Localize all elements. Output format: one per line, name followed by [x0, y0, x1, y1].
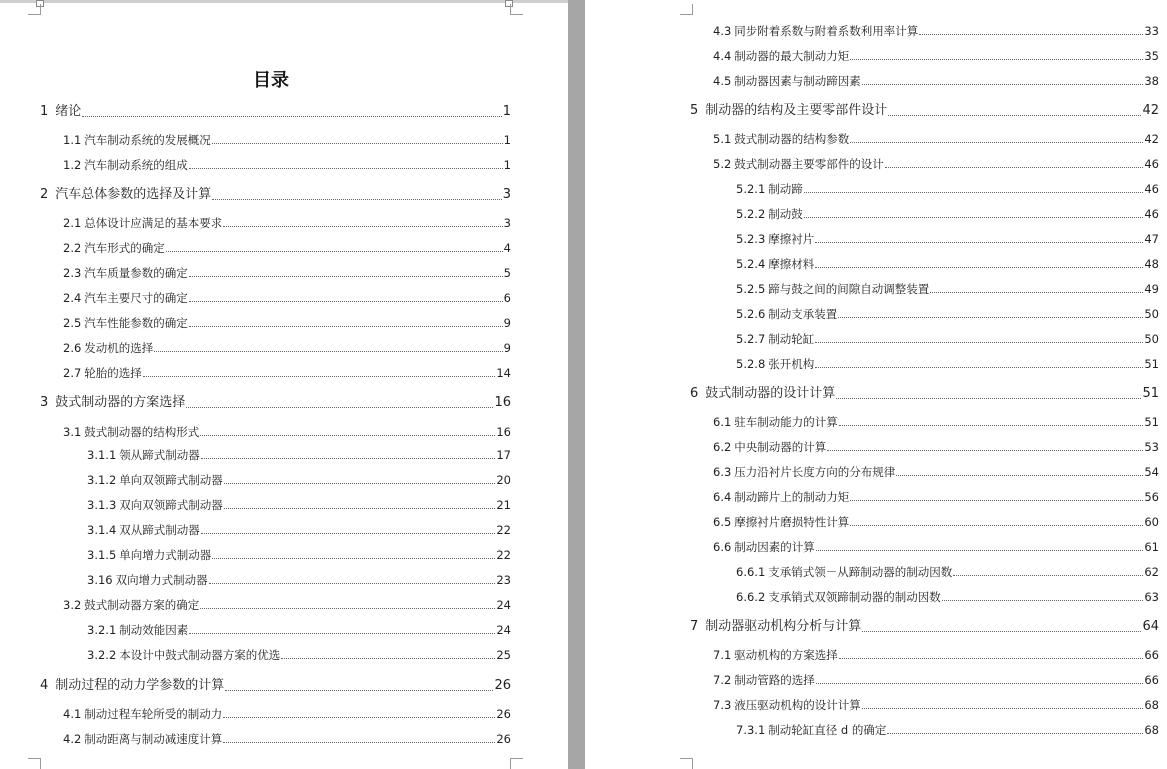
- toc-entry-page-number: 35: [1144, 49, 1159, 63]
- toc-entry[interactable]: [713, 74, 1159, 88]
- toc-dot-leader: [224, 482, 496, 484]
- toc-entry-page-number: 23: [496, 573, 511, 587]
- toc-entry[interactable]: [736, 565, 1159, 579]
- toc-entry-page-number: 56: [1144, 490, 1159, 504]
- toc-dot-leader: [896, 474, 1143, 476]
- toc-entry[interactable]: [40, 187, 511, 203]
- toc-dot-leader: [850, 141, 1143, 143]
- toc-entry-number: 6.5: [713, 515, 732, 529]
- toc-entry-page-number: 21: [496, 498, 511, 512]
- toc-entry-number: 2.4: [63, 291, 82, 305]
- toc-entry-number: 2.3: [63, 266, 82, 280]
- toc-entry[interactable]: [736, 207, 1159, 221]
- toc-entry[interactable]: [690, 386, 1159, 402]
- toc-entry[interactable]: [87, 573, 511, 587]
- toc-dot-leader: [815, 341, 1143, 343]
- toc-entry-page-number: 26: [496, 707, 511, 721]
- toc-entry-title: 绪论: [55, 104, 82, 119]
- toc-entry[interactable]: [736, 723, 1159, 737]
- toc-entry-page-number: 17: [496, 448, 511, 462]
- toc-entry-page-number: 49: [1144, 282, 1159, 296]
- toc-dot-leader: [953, 574, 1143, 576]
- toc-entry[interactable]: [713, 698, 1159, 712]
- toc-entry-page-number: 42: [1142, 103, 1159, 118]
- toc-dot-leader: [166, 250, 503, 252]
- toc-dot-leader: [815, 266, 1143, 268]
- toc-entry[interactable]: [713, 440, 1159, 454]
- toc-entry-title: 双从蹄式制动器: [119, 523, 200, 537]
- toc-entry-number: 6.6.2: [736, 590, 766, 604]
- toc-entry-number: 7.3: [713, 698, 732, 712]
- toc-entry-title: 制动距离与制动减速度计算: [84, 732, 223, 746]
- toc-dot-leader: [212, 198, 501, 200]
- toc-entry-number: 6.6: [713, 540, 732, 554]
- toc-entry-number: 4: [40, 678, 49, 693]
- toc-entry-number: 3.2.1: [87, 623, 117, 637]
- toc-entry-number: 7.3.1: [736, 723, 766, 737]
- toc-entry[interactable]: [63, 216, 511, 230]
- toc-entry-number: 5.2.5: [736, 282, 766, 296]
- toc-entry-number: 7: [690, 619, 699, 634]
- toc-dot-leader: [224, 507, 496, 509]
- toc-entry-page-number: 5: [503, 266, 511, 280]
- toc-entry[interactable]: [736, 257, 1159, 271]
- toc-entry-number: 7.1: [713, 648, 732, 662]
- toc-entry-number: 1.2: [63, 158, 82, 172]
- toc-entry[interactable]: [63, 732, 511, 746]
- toc-entry-title: 制动器因素与制动蹄因素: [734, 74, 861, 88]
- toc-entry-number: 3.1.1: [87, 448, 117, 462]
- toc-entry-title: 同步附着系数与附着系数利用率计算: [734, 24, 919, 38]
- toc-entry-page-number: 1: [503, 133, 511, 147]
- toc-entry[interactable]: [713, 465, 1159, 479]
- toc-entry-title: 制动过程车轮所受的制动力: [84, 707, 223, 721]
- crop-mark: [28, 4, 41, 15]
- toc-dot-leader: [212, 557, 495, 559]
- toc-entry[interactable]: [63, 341, 511, 355]
- toc-entry-title: 鼓式制动器的方案选择: [55, 395, 186, 410]
- toc-entry-title: 发动机的选择: [84, 341, 154, 355]
- toc-entry[interactable]: [87, 548, 511, 562]
- toc-entry[interactable]: [713, 132, 1159, 146]
- toc-entry-title: 鼓式制动器的结构参数: [734, 132, 850, 146]
- toc-dot-leader: [223, 225, 502, 227]
- crop-mark: [510, 4, 523, 15]
- toc-entry[interactable]: [713, 540, 1159, 554]
- toc-dot-leader: [200, 607, 495, 609]
- toc-entry-number: 4.2: [63, 732, 82, 746]
- toc-entry-page-number: 46: [1144, 157, 1159, 171]
- toc-entry-page-number: 42: [1144, 132, 1159, 146]
- toc-dot-leader: [887, 732, 1143, 734]
- toc-entry-title: 液压驱动机构的设计计算: [734, 698, 861, 712]
- toc-entry-number: 2.1: [63, 216, 82, 230]
- toc-dot-leader: [836, 397, 1141, 399]
- toc-entry-page-number: 1: [502, 104, 511, 119]
- toc-entry[interactable]: [690, 103, 1159, 119]
- document-page-left: [0, 0, 568, 769]
- toc-entry-title: 双向双领蹄式制动器: [119, 498, 223, 512]
- toc-entry[interactable]: [713, 415, 1159, 429]
- toc-entry-title: 单向增力式制动器: [119, 548, 212, 562]
- toc-entry-title: 轮胎的选择: [84, 366, 142, 380]
- toc-entry-page-number: 48: [1144, 257, 1159, 271]
- toc-entry[interactable]: [63, 598, 511, 612]
- toc-entry-number: 6.4: [713, 490, 732, 504]
- toc-entry-number: 5.2.1: [736, 182, 766, 196]
- toc-entry-number: 6.2: [713, 440, 732, 454]
- toc-dot-leader: [816, 682, 1144, 684]
- toc-entry-number: 3.16: [87, 573, 113, 587]
- toc-dot-leader: [189, 167, 503, 169]
- crop-mark: [680, 758, 693, 769]
- toc-dot-leader: [827, 449, 1143, 451]
- toc-dot-leader: [200, 434, 495, 436]
- toc-entry[interactable]: [713, 515, 1159, 529]
- toc-entry-title: 驱动机构的方案选择: [734, 648, 838, 662]
- toc-entry[interactable]: [87, 498, 511, 512]
- toc-entry[interactable]: [87, 623, 511, 637]
- toc-entry-page-number: 26: [496, 732, 511, 746]
- toc-dot-leader: [223, 741, 495, 743]
- toc-entry-title: 汽车主要尺寸的确定: [84, 291, 188, 305]
- toc-dot-leader: [850, 58, 1143, 60]
- toc-entry[interactable]: [713, 490, 1159, 504]
- toc-entry-page-number: 53: [1144, 440, 1159, 454]
- toc-entry-title: 领从蹄式制动器: [119, 448, 200, 462]
- toc-entry-title: 制动轮缸直径 d 的确定: [768, 723, 887, 737]
- toc-entry-title: 鼓式制动器的结构形式: [84, 425, 200, 439]
- toc-entry-page-number: 68: [1144, 723, 1159, 737]
- toc-entry-page-number: 54: [1144, 465, 1159, 479]
- toc-entry-title: 鼓式制动器的设计计算: [705, 386, 836, 401]
- toc-entry-title: 总体设计应满足的基本要求: [84, 216, 223, 230]
- document-page-right: [585, 0, 1167, 769]
- toc-entry[interactable]: [736, 357, 1159, 371]
- toc-entry-number: 1: [40, 104, 49, 119]
- toc-entry-page-number: 50: [1144, 307, 1159, 321]
- toc-dot-leader: [209, 582, 496, 584]
- toc-entry-page-number: 51: [1144, 357, 1159, 371]
- toc-entry[interactable]: [736, 332, 1159, 346]
- toc-entry-title: 单向双领蹄式制动器: [119, 473, 223, 487]
- toc-entry-page-number: 62: [1144, 565, 1159, 579]
- toc-entry[interactable]: [63, 707, 511, 721]
- toc-entry-title: 汽车制动系统的发展概况: [84, 133, 211, 147]
- toc-entry-title: 制动过程的动力学参数的计算: [55, 678, 225, 693]
- toc-entry[interactable]: [736, 282, 1159, 296]
- toc-entry-number: 3.1.5: [87, 548, 117, 562]
- toc-title: 目录: [253, 70, 289, 91]
- toc-entry-page-number: 22: [496, 523, 511, 537]
- toc-entry[interactable]: [63, 266, 511, 280]
- toc-entry[interactable]: [713, 49, 1159, 63]
- toc-entry-number: 5.2.2: [736, 207, 766, 221]
- toc-entry-page-number: 3: [502, 187, 511, 202]
- crop-mark: [28, 758, 41, 769]
- toc-entry-title: 摩擦衬片磨损特性计算: [734, 515, 850, 529]
- toc-entry-title: 制动器的结构及主要零部件设计: [705, 103, 888, 118]
- toc-entry-title: 双向增力式制动器: [115, 573, 208, 587]
- toc-entry[interactable]: [63, 291, 511, 305]
- toc-dot-leader: [82, 115, 501, 117]
- toc-entry[interactable]: [40, 395, 511, 411]
- toc-entry-page-number: 24: [496, 598, 511, 612]
- toc-dot-leader: [223, 716, 495, 718]
- toc-dot-leader: [838, 316, 1143, 318]
- toc-entry[interactable]: [63, 425, 511, 439]
- toc-entry[interactable]: [736, 232, 1159, 246]
- toc-entry-number: 3.1.3: [87, 498, 117, 512]
- toc-entry-title: 制动鼓: [768, 207, 803, 221]
- toc-entry-number: 3.1: [63, 425, 82, 439]
- toc-entry-number: 1.1: [63, 133, 82, 147]
- toc-dot-leader: [201, 532, 496, 534]
- toc-entry-number: 6: [690, 386, 699, 401]
- toc-entry[interactable]: [40, 104, 511, 120]
- toc-entry-number: 2.6: [63, 341, 82, 355]
- toc-entry[interactable]: [690, 619, 1159, 635]
- toc-entry-number: 3.1.2: [87, 473, 117, 487]
- toc-entry[interactable]: [63, 158, 511, 172]
- toc-entry-title: 制动效能因素: [119, 623, 189, 637]
- toc-entry-title: 中央制动器的计算: [734, 440, 827, 454]
- toc-entry-number: 3: [40, 395, 49, 410]
- toc-entry-title: 制动因素的计算: [734, 540, 815, 554]
- toc-dot-leader: [189, 325, 503, 327]
- toc-entry-page-number: 60: [1144, 515, 1159, 529]
- toc-dot-leader: [839, 657, 1144, 659]
- toc-entry-title: 摩擦材料: [768, 257, 815, 271]
- toc-entry-title: 制动蹄片上的制动力矩: [734, 490, 850, 504]
- toc-entry-number: 3.1.4: [87, 523, 117, 537]
- toc-entry-title: 支承销式双领蹄制动器的制动因数: [768, 590, 941, 604]
- toc-entry-page-number: 24: [496, 623, 511, 637]
- toc-entry-page-number: 46: [1144, 207, 1159, 221]
- toc-entry-page-number: 16: [494, 395, 511, 410]
- toc-dot-leader: [930, 291, 1143, 293]
- toc-entry-page-number: 61: [1144, 540, 1159, 554]
- toc-entry-page-number: 14: [496, 366, 511, 380]
- toc-entry-title: 制动器驱动机构分析与计算: [705, 619, 862, 634]
- toc-dot-leader: [189, 275, 503, 277]
- toc-entry-number: 5.2: [713, 157, 732, 171]
- toc-entry[interactable]: [736, 590, 1159, 604]
- toc-dot-leader: [189, 632, 495, 634]
- toc-entry-page-number: 9: [503, 316, 511, 330]
- toc-entry-number: 5.2.6: [736, 307, 766, 321]
- toc-dot-leader: [816, 549, 1144, 551]
- toc-dot-leader: [850, 499, 1143, 501]
- toc-entry-number: 4.4: [713, 49, 732, 63]
- toc-dot-leader: [942, 599, 1144, 601]
- toc-entry-number: 2.7: [63, 366, 82, 380]
- toc-entry-page-number: 66: [1144, 673, 1159, 687]
- toc-dot-leader: [815, 241, 1143, 243]
- toc-entry-number: 2: [40, 187, 49, 202]
- toc-entry-number: 6.6.1: [736, 565, 766, 579]
- toc-entry-page-number: 64: [1142, 619, 1159, 634]
- toc-entry-page-number: 6: [503, 291, 511, 305]
- toc-entry-title: 汽车制动系统的组成: [84, 158, 188, 172]
- toc-entry-number: 6.3: [713, 465, 732, 479]
- toc-entry[interactable]: [63, 366, 511, 380]
- toc-entry-page-number: 1: [503, 158, 511, 172]
- toc-entry[interactable]: [87, 523, 511, 537]
- toc-entry[interactable]: [713, 673, 1159, 687]
- toc-entry[interactable]: [40, 678, 511, 694]
- toc-entry-page-number: 4: [503, 241, 511, 255]
- toc-entry-title: 制动管路的选择: [734, 673, 815, 687]
- toc-dot-leader: [862, 83, 1144, 85]
- toc-entry-page-number: 51: [1144, 415, 1159, 429]
- toc-entry-page-number: 68: [1144, 698, 1159, 712]
- page-top-strip: [0, 0, 568, 3]
- toc-entry[interactable]: [63, 316, 511, 330]
- toc-dot-leader: [154, 350, 502, 352]
- toc-entry-number: 5.2.7: [736, 332, 766, 346]
- toc-entry-page-number: 38: [1144, 74, 1159, 88]
- toc-entry-title: 蹄与鼓之间的间隙自动调整装置: [768, 282, 930, 296]
- toc-entry-number: 5.2.4: [736, 257, 766, 271]
- toc-entry-number: 2.5: [63, 316, 82, 330]
- toc-entry[interactable]: [713, 157, 1159, 171]
- toc-entry-title: 汽车质量参数的确定: [84, 266, 188, 280]
- toc-entry-title: 汽车形式的确定: [84, 241, 165, 255]
- toc-entry-title: 制动支承装置: [768, 307, 838, 321]
- toc-entry-title: 制动蹄: [768, 182, 803, 196]
- toc-dot-leader: [189, 300, 503, 302]
- toc-entry-page-number: 25: [496, 648, 511, 662]
- toc-entry-title: 张开机构: [768, 357, 815, 371]
- toc-entry-title: 支承销式领－从蹄制动器的制动因数: [768, 565, 953, 579]
- toc-dot-leader: [862, 630, 1141, 632]
- toc-entry[interactable]: [63, 241, 511, 255]
- toc-entry[interactable]: [713, 648, 1159, 662]
- toc-dot-leader: [839, 424, 1144, 426]
- toc-dot-leader: [919, 33, 1143, 35]
- toc-entry-title: 制动轮缸: [768, 332, 815, 346]
- toc-entry[interactable]: [736, 307, 1159, 321]
- toc-entry-title: 汽车总体参数的选择及计算: [55, 187, 212, 202]
- toc-dot-leader: [804, 191, 1144, 193]
- toc-dot-leader: [281, 657, 495, 659]
- toc-entry-number: 3.2.2: [87, 648, 117, 662]
- toc-entry[interactable]: [713, 24, 1159, 38]
- toc-entry-page-number: 50: [1144, 332, 1159, 346]
- toc-entry-title: 鼓式制动器主要零部件的设计: [734, 157, 884, 171]
- toc-dot-leader: [850, 524, 1143, 526]
- toc-entry-number: 5.2.3: [736, 232, 766, 246]
- toc-dot-leader: [888, 114, 1141, 116]
- toc-entry-page-number: 26: [494, 678, 511, 693]
- toc-entry[interactable]: [63, 133, 511, 147]
- toc-entry-number: 5.2.8: [736, 357, 766, 371]
- toc-entry-title: 鼓式制动器方案的确定: [84, 598, 200, 612]
- toc-entry-number: 2.2: [63, 241, 82, 255]
- toc-entry-title: 制动器的最大制动力矩: [734, 49, 850, 63]
- toc-entry-title: 驻车制动能力的计算: [734, 415, 838, 429]
- toc-entry-number: 5.1: [713, 132, 732, 146]
- toc-entry-page-number: 63: [1144, 590, 1159, 604]
- toc-entry[interactable]: [87, 448, 511, 462]
- toc-entry-number: 4.5: [713, 74, 732, 88]
- toc-entry-page-number: 16: [496, 425, 511, 439]
- toc-entry[interactable]: [736, 182, 1159, 196]
- toc-entry-page-number: 22: [496, 548, 511, 562]
- toc-dot-leader: [804, 216, 1144, 218]
- toc-entry-page-number: 66: [1144, 648, 1159, 662]
- toc-dot-leader: [201, 457, 496, 459]
- toc-dot-leader: [212, 142, 503, 144]
- toc-dot-leader: [862, 707, 1144, 709]
- toc-entry[interactable]: [87, 473, 511, 487]
- toc-entry-title: 摩擦衬片: [768, 232, 815, 246]
- toc-entry-number: 6.1: [713, 415, 732, 429]
- toc-dot-leader: [143, 375, 496, 377]
- crop-mark: [680, 4, 693, 15]
- toc-entry-page-number: 20: [496, 473, 511, 487]
- toc-entry-page-number: 47: [1144, 232, 1159, 246]
- toc-entry-number: 4.1: [63, 707, 82, 721]
- toc-entry-title: 压力沿衬片长度方向的分布规律: [734, 465, 896, 479]
- toc-dot-leader: [225, 689, 493, 691]
- toc-entry-number: 3.2: [63, 598, 82, 612]
- toc-entry-number: 4.3: [713, 24, 732, 38]
- toc-dot-leader: [815, 366, 1143, 368]
- toc-entry-page-number: 3: [503, 216, 511, 230]
- toc-dot-leader: [186, 406, 493, 408]
- toc-dot-leader: [885, 166, 1144, 168]
- toc-entry-page-number: 51: [1142, 386, 1159, 401]
- toc-entry-title: 本设计中鼓式制动器方案的优选: [119, 648, 281, 662]
- toc-entry-page-number: 9: [503, 341, 511, 355]
- toc-entry-number: 7.2: [713, 673, 732, 687]
- toc-entry-page-number: 33: [1144, 24, 1159, 38]
- toc-entry-title: 汽车性能参数的确定: [84, 316, 188, 330]
- toc-entry-number: 5: [690, 103, 699, 118]
- toc-entry-page-number: 46: [1144, 182, 1159, 196]
- crop-mark: [510, 758, 523, 769]
- toc-entry[interactable]: [87, 648, 511, 662]
